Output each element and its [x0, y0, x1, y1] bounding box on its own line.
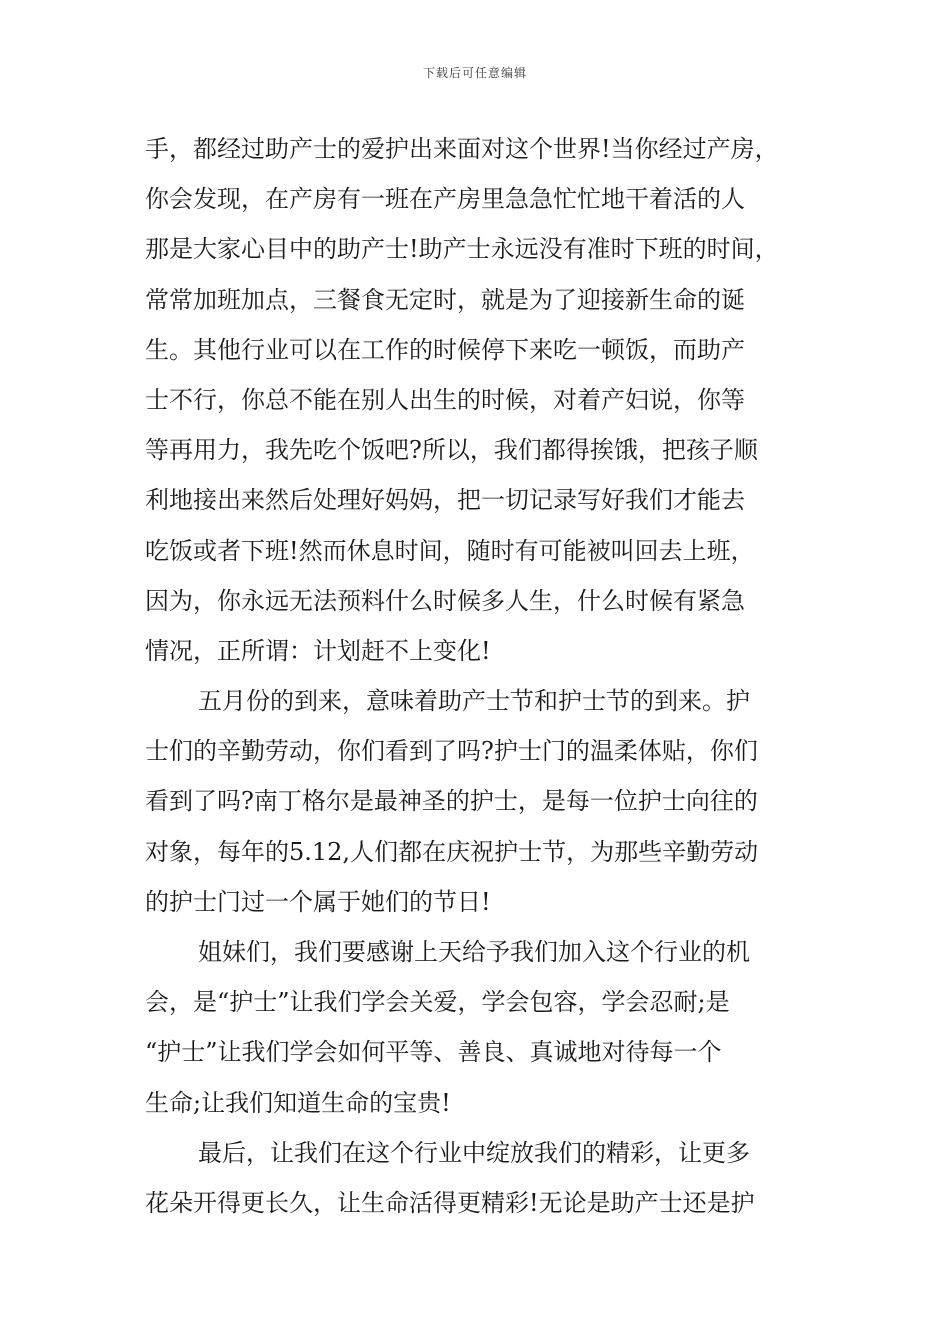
text-line: 最后，让我们在这个行业中绽放我们的精彩，让更多 — [198, 1138, 750, 1167]
text-line: 那是大家心目中的助产士!助产士永远没有准时下班的时间， — [145, 235, 779, 264]
text-line: “护士”让我们学会如何平等、善良、真诚地对待每一个 — [145, 1038, 722, 1067]
text-line: 常常加班加点，三餐食无定时，就是为了迎接新生命的诞 — [145, 285, 745, 314]
text-line: 吃饭或者下班!然而休息时间，随时有可能被叫回去上班， — [145, 536, 755, 565]
text-line: 你会发现，在产房有一班在产房里急急忙忙地干着活的人 — [145, 185, 745, 214]
text-line: 利地接出来然后处理好妈妈，把一切记录写好我们才能去 — [145, 486, 745, 515]
text-line: 五月份的到来，意味着助产士节和护士节的到来。护 — [198, 687, 750, 716]
text-line: 的护士门过一个属于她们的节日! — [145, 887, 491, 916]
text-line: 看到了吗?南丁格尔是最神圣的护士，是每一位护士向往的 — [145, 787, 758, 816]
text-line: 手，都经过助产士的爱护出来面对这个世界!当你经过产房， — [145, 135, 779, 163]
text-line: 士们的辛勤劳动，你们看到了吗?护士门的温柔体贴，你们 — [145, 737, 758, 766]
text-line: 花朵开得更长久，让生命活得更精彩!无论是助产士还是护 — [145, 1188, 755, 1217]
header-note: 下载后可任意编辑 — [422, 66, 527, 80]
text-line: 因为，你永远无法预料什么时候多人生，什么时候有紧急 — [145, 586, 745, 615]
text-line: 生。其他行业可以在工作的时候停下来吃一顿饭，而助产 — [145, 335, 745, 364]
text-line: 生命;让我们知道生命的宝贵! — [145, 1088, 451, 1117]
text-line: 会，是“护士”让我们学会关爱，学会包容，学会忍耐;是 — [145, 988, 730, 1017]
text-line: 对象，每年的5.12,人们都在庆祝护士节，为那些辛勤劳动 — [145, 837, 759, 866]
text-line: 姐妹们，我们要感谢上天给予我们加入这个行业的机 — [198, 938, 750, 966]
body-text — [145, 124, 815, 1228]
text-line: 情况，正所谓：计划赶不上变化! — [145, 636, 491, 665]
text-line: 等再用力，我先吃个饭吧?所以，我们都得挨饿，把孩子顺 — [145, 436, 758, 465]
text-line: 士不行，你总不能在别人出生的时候，对着产妇说，你等 — [145, 385, 745, 414]
